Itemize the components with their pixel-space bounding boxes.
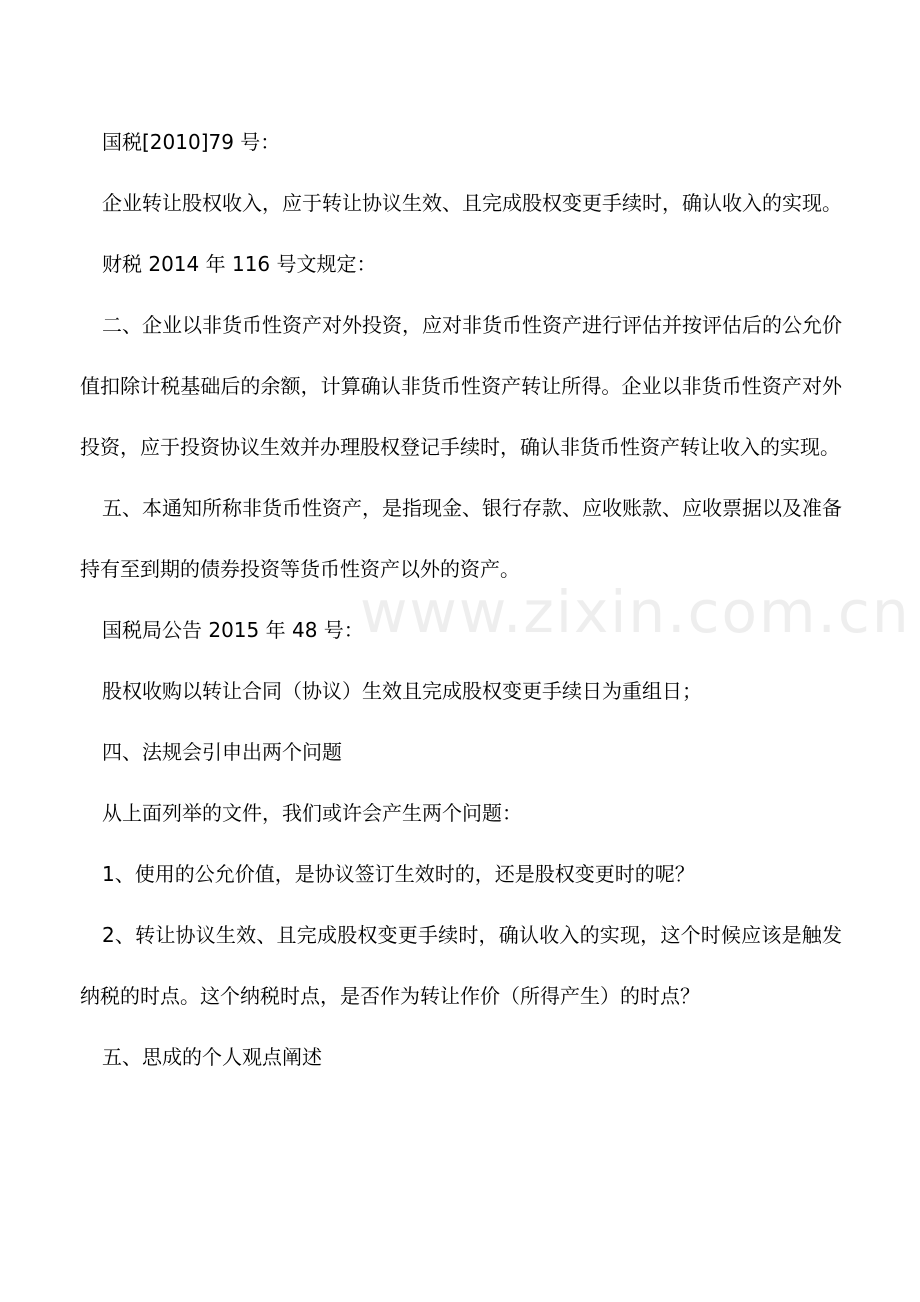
paragraph-heading-announcement-2015-48: 国税局公告 2015 年 48 号： xyxy=(102,618,364,642)
paragraph-equity-transfer-income: 企业转让股权收入，应于转让协议生效、且完成股权变更手续时，确认收入的实现。 xyxy=(102,191,842,215)
section-heading-personal-view: 五、思成的个人观点阐述 xyxy=(102,1045,322,1069)
watermark: www.zixin.com.cn xyxy=(360,578,911,646)
paragraph-question-1: 1、使用的公允价值，是协议签订生效时的，还是股权变更时的呢？ xyxy=(102,862,695,886)
section-heading-two-questions: 四、法规会引申出两个问题 xyxy=(102,740,342,764)
paragraph-heading-guoshui-2010-79: 国税[2010]79 号： xyxy=(102,130,281,154)
document-body xyxy=(80,112,842,1088)
paragraph-non-monetary-definition: 五、本通知所称非货币性资产，是指现金、银行存款、应收账款、应收票据以及准备持有至到期的债券投资等货币性资产以外的资产。 xyxy=(80,496,842,581)
paragraph-questions-intro: 从上面列举的文件，我们或许会产生两个问题： xyxy=(102,801,522,825)
paragraph-reorganization-date: 股权收购以转让合同（协议）生效且完成股权变更手续日为重组日； xyxy=(102,679,702,703)
paragraph-heading-caishui-2014-116: 财税 2014 年 116 号文规定： xyxy=(102,252,377,276)
paragraph-non-monetary-investment: 二、企业以非货币性资产对外投资，应对非货币性资产进行评估并按评估后的公允价值扣除计税基础后的余额，计算确认非货币性资产转让所得。企业以非货币性资产对外投资，应于投资协议生效并办理股权登记手续时，确认非货币性资产转让收入的实现。 xyxy=(80,313,842,459)
paragraph-question-2: 2、转让协议生效、且完成股权变更手续时，确认收入的实现，这个时候应该是触发纳税的时点。这个纳税时点，是否作为转让作价（所得产生）的时点？ xyxy=(80,923,842,1008)
